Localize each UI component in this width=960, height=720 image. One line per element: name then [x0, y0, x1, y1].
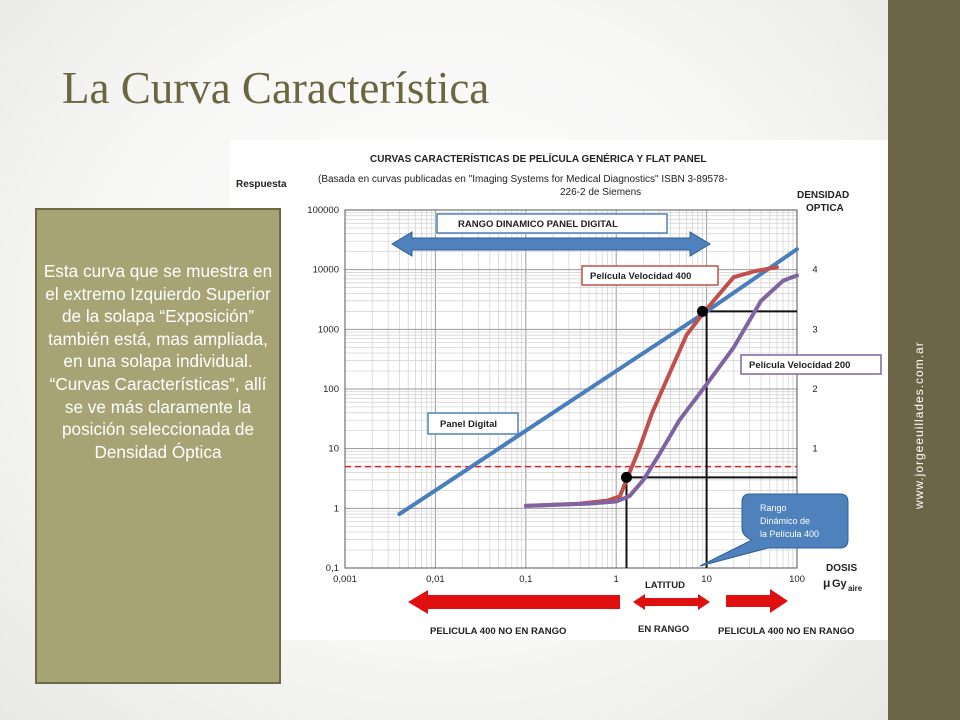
x-tick-label: 100	[789, 574, 805, 585]
pelicula-200-label: Película Velocidad 200	[749, 360, 851, 371]
y-tick-label: 0,1	[325, 563, 339, 574]
density-tick-label: 4	[812, 264, 818, 276]
y-tick-label: 100	[323, 384, 339, 395]
website-label: www.jorgeeuillades.com.ar	[912, 341, 926, 509]
density-tick-label: 2	[812, 384, 818, 395]
latitud-label: LATITUD	[645, 580, 685, 591]
x-tick-label: 10	[701, 574, 712, 585]
rango-panel-label: RANGO DINAMICO PANEL DIGITAL	[458, 219, 618, 230]
y-tick-label: 10000	[312, 264, 339, 276]
x-tick-label: 0,01	[426, 574, 445, 585]
no-rango-left-label: PELICULA 400 NO EN RANGO	[430, 626, 567, 637]
x-axis-label-mu: μ	[823, 576, 831, 590]
y-axis-label-left: Respuesta	[236, 179, 287, 190]
rango-pelicula-line2: Dinámico de	[760, 516, 811, 526]
no-rango-right-label: PELICULA 400 NO EN RANGO	[718, 626, 855, 637]
slide-title: La Curva Característica	[62, 63, 490, 113]
y-tick-label: 10	[328, 443, 339, 455]
y-tick-label: 100000	[307, 205, 339, 216]
x-axis-label-unit: Gy	[832, 578, 847, 590]
pelicula-400-label: Película Velocidad 400	[590, 271, 692, 282]
x-axis-label-sub: aire	[848, 584, 863, 593]
note-paragraph-2: “Curvas Características”, allí se ve más claramente la posición seleccionada de Densidad Óptica	[49, 373, 267, 462]
rango-pelicula-line1: Rango	[760, 503, 787, 513]
y-tick-label: 1	[333, 503, 339, 515]
y-tick-label: 1000	[317, 324, 339, 336]
y-axis-label-right-line2: OPTICA	[806, 203, 844, 214]
chart-subtitle-line1: (Basada en curvas publicadas en "Imaging Systems for Medical Diagnostics" ISBN 3-89578-	[318, 174, 728, 185]
density-tick-label: 1	[812, 443, 818, 455]
latitude-point-low	[621, 472, 632, 483]
rango-pelicula-line3: la Película 400	[760, 529, 820, 539]
x-tick-label: 0,001	[333, 574, 357, 585]
x-tick-label: 1	[613, 574, 619, 585]
en-rango-label: EN RANGO	[638, 624, 690, 635]
y-axis-label-right-line1: DENSIDAD	[797, 190, 850, 201]
note-paragraph-1: Esta curva que se muestra en el extremo Izquierdo Superior de la solapa “Exposición” también está, mas ampliada, en una solapa individual.	[43, 261, 273, 372]
chart-title: CURVAS CARACTERÍSTICAS DE PELÍCULA GENÉRICA Y FLAT PANEL	[370, 154, 707, 165]
note-box	[35, 208, 281, 684]
x-tick-label: 0,1	[519, 574, 533, 585]
panel-digital-label: Panel Digital	[440, 419, 498, 430]
x-axis-label-dosis: DOSIS	[826, 563, 858, 574]
latitude-point-high	[697, 306, 708, 317]
chart-subtitle-line2: 226-2 de Siemens	[560, 187, 642, 198]
characteristic-curve-chart	[230, 140, 888, 640]
density-tick-label: 3	[812, 324, 818, 336]
